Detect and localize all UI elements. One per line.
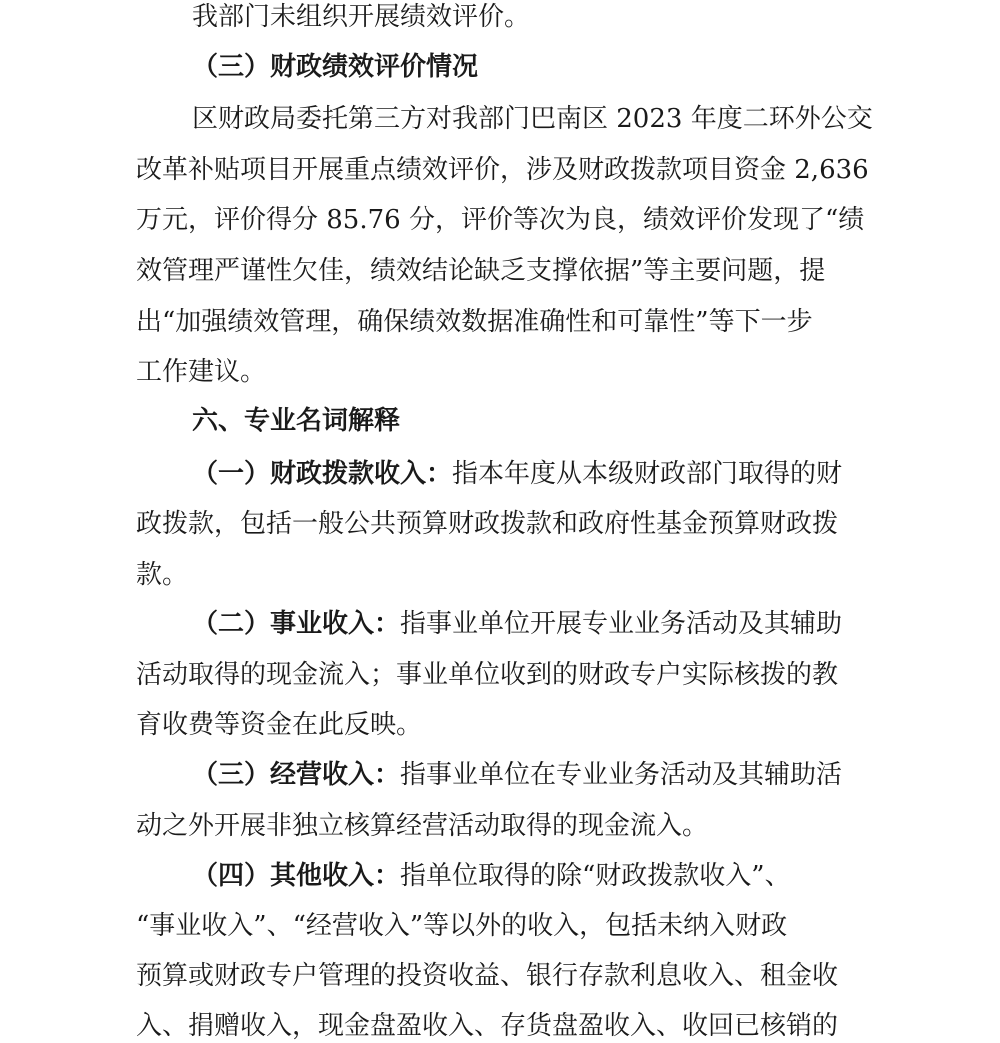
text-line: 出“加强绩效管理，确保绩效数据准确性和可靠性”等下一步 [136, 307, 813, 337]
text-line: 入、捐赠收入，现金盘盈收入、存货盘盈收入、收回已核销的 [136, 1011, 839, 1041]
term-paragraph-line [192, 609, 842, 639]
term-paragraph-line [192, 760, 842, 790]
term-definition: 指本年度从本级财政部门取得的财 [452, 459, 843, 489]
section-heading: 六、专业名词解释 [192, 406, 401, 436]
text-line: 万元，评价得分 85.76 分，评价等次为良，绩效评价发现了“绩 [136, 205, 865, 235]
text-line: “事业收入”、“经营收入”等以外的收入，包括未纳入财政 [136, 911, 788, 941]
text-line: 我部门未组织开展绩效评价。 [192, 2, 531, 32]
text-line: 效管理严谨性欠佳，绩效结论缺乏支撑依据”等主要问题，提 [136, 256, 826, 286]
subsection-heading: （三）财政绩效评价情况 [192, 52, 479, 82]
term-definition: 指事业单位在专业业务活动及其辅助活 [400, 760, 843, 790]
text-line: 政拨款，包括一般公共预算财政拨款和政府性基金预算财政拨 [136, 509, 839, 539]
text-line: 动之外开展非独立核算经营活动取得的现金流入。 [136, 811, 709, 841]
term-label: （一）财政拨款收入： [192, 459, 453, 489]
text-line: 预算或财政专户管理的投资收益、银行存款利息收入、租金收 [136, 961, 839, 991]
term-label: （二）事业收入： [192, 609, 401, 639]
text-line: 改革补贴项目开展重点绩效评价，涉及财政拨款项目资金 2,636 [136, 155, 869, 185]
term-paragraph-line [192, 861, 791, 891]
text-line: 款。 [136, 560, 189, 590]
term-definition: 指事业单位开展专业业务活动及其辅助 [400, 609, 843, 639]
text-line: 工作建议。 [136, 357, 267, 387]
text-line: 区财政局委托第三方对我部门巴南区 2023 年度二环外公交 [192, 104, 873, 134]
term-definition: 指单位取得的除“财政拨款收入”、 [400, 861, 791, 891]
text-line: 活动取得的现金流入；事业单位收到的财政专户实际核拨的教 [136, 660, 839, 690]
term-paragraph-line [192, 459, 842, 489]
term-label: （四）其他收入： [192, 861, 401, 891]
text-line: 育收费等资金在此反映。 [136, 710, 423, 740]
term-label: （三）经营收入： [192, 760, 401, 790]
